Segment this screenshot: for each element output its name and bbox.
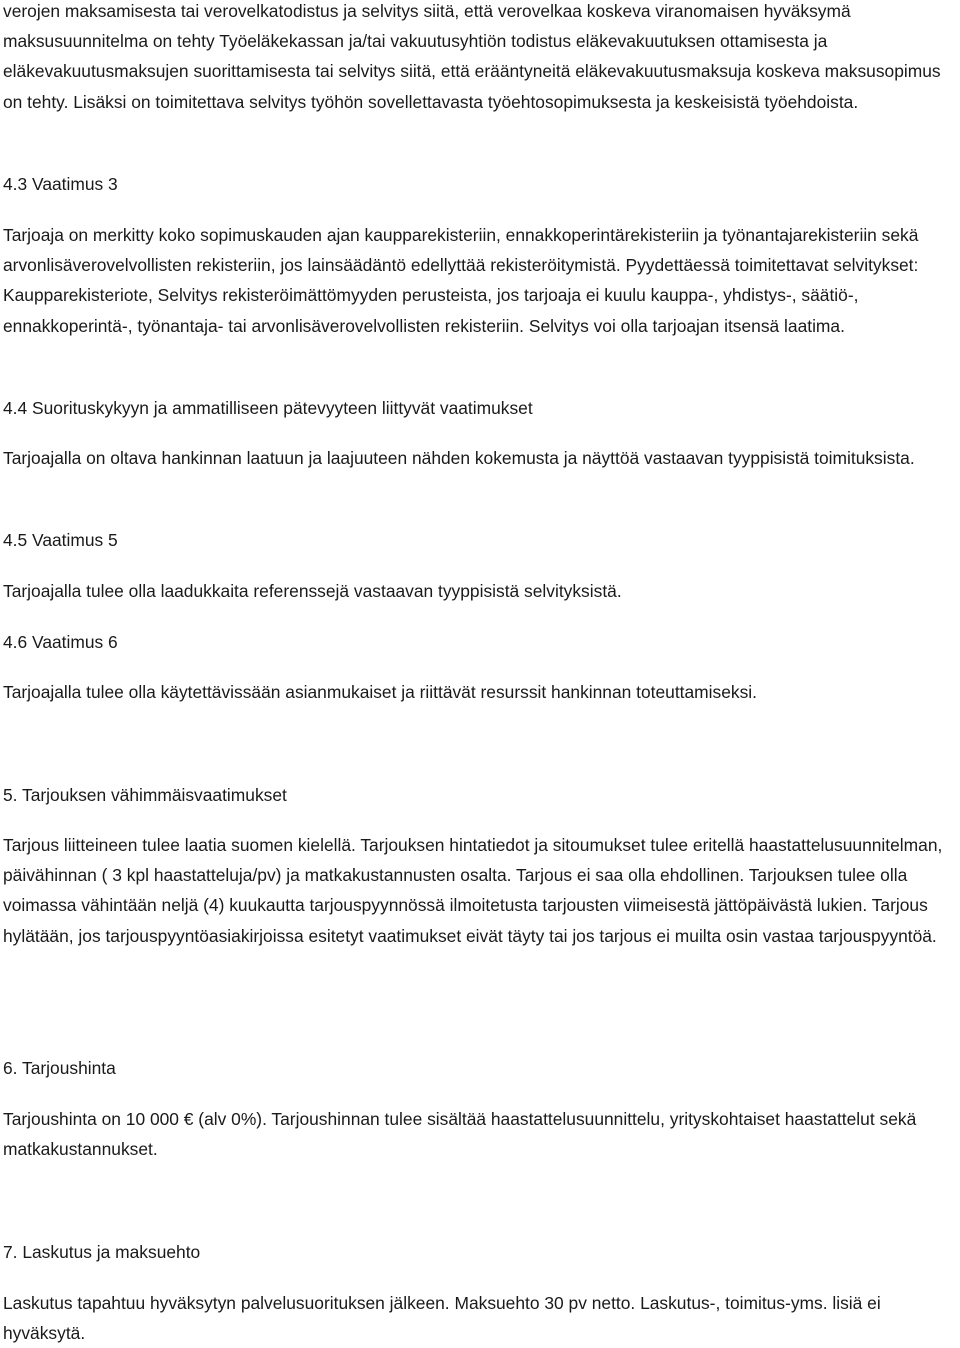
section-heading-4-6: 4.6 Vaatimus 6	[3, 632, 118, 652]
section-6	[3, 1053, 958, 1083]
section-body-7: Laskutus tapahtuu hyväksytyn palvelusuorituksen jälkeen. Maksuehto 30 pv netto. Laskutus-, toimitus-yms. lisiä ei hyväksytä.	[3, 1293, 881, 1344]
section-4-5-body-block	[3, 576, 958, 606]
section-4-4-body-block	[3, 443, 958, 473]
section-body-4-6: Tarjoajalla tulee olla käytettävissään asianmukaiset ja riittävät resurssit hankinnan toteuttamiseksi.	[3, 682, 757, 702]
section-heading-6: 6. Tarjoushinta	[3, 1058, 116, 1078]
section-4-6	[3, 627, 958, 657]
section-body-4-5: Tarjoajalla tulee olla laadukkaita referenssejä vastaavan tyyppisistä selvityksistä.	[3, 581, 622, 601]
section-heading-5: 5. Tarjouksen vähimmäisvaatimukset	[3, 785, 287, 805]
section-5	[3, 780, 958, 810]
section-7-body-block	[3, 1288, 958, 1348]
section-heading-4-4: 4.4 Suorituskykyyn ja ammatilliseen pätevyyteen liittyvät vaatimukset	[3, 398, 533, 418]
section-4-3-body-block	[3, 220, 958, 341]
section-body-6: Tarjoushinta on 10 000 € (alv 0%). Tarjoushinnan tulee sisältää haastattelusuunnittelu, yrityskohtaiset haastattelut sekä matkakustannukset.	[3, 1109, 917, 1160]
intro-paragraph: verojen maksamisesta tai verovelkatodistus ja selvitys siitä, että verovelkaa koskeva viranomaisen hyväksymä maksusuunnitelma on tehty Työeläkekassan ja/tai vakuutusyhtiön todistus eläkevakuutuksen ottamisesta ja eläkevakuutusmaksujen suorittamisesta tai selvitys siitä, että erääntyneitä eläkevakuutusmaksuja koskeva maksusopimus on tehty. Lisäksi on toimitettava selvitys työhön sovellettavasta työehtosopimuksesta ja keskeisistä työehdoista.	[3, 1, 941, 112]
section-4-3	[3, 169, 958, 199]
section-heading-4-5: 4.5 Vaatimus 5	[3, 530, 118, 550]
section-body-5: Tarjous liitteineen tulee laatia suomen kielellä. Tarjouksen hintatiedot ja sitoumukset tulee eritellä haastattelusuunnitelman, päivähinnan ( 3 kpl haastatteluja/pv) ja matkakustannusten osalta. Tarjous ei saa olla ehdollinen. Tarjouksen tulee olla voimassa vähintään neljä (4) kuukautta tarjouspyynnössä ilmoitetusta tarjousten viimeisestä jättöpäivästä lukien. Tarjous hylätään, jos tarjouspyyntöasiakirjoissa esitetyt vaatimukset eivät täyty tai jos tarjous ei muilta osin vastaa tarjouspyyntöä.	[3, 835, 943, 946]
section-heading-7: 7. Laskutus ja maksuehto	[3, 1242, 201, 1262]
section-body-4-4: Tarjoajalla on oltava hankinnan laatuun ja laajuuteen nähden kokemusta ja näyttöä vastaavan tyyppisistä toimituksista.	[3, 448, 915, 468]
section-body-4-3: Tarjoaja on merkitty koko sopimuskauden ajan kaupparekisteriin, ennakkoperintärekisteriin ja työnantajarekisteriin sekä arvonlisäverovelvollisten rekisteriin, jos lainsäädäntö edellyttää rekisteröitymistä. Pyydettäessä toimitettavat selvitykset: Kaupparekisteriote, Selvitys rekisteröimättömyyden perusteista, jos tarjoaja ei kuulu kauppa-, yhdistys-, säätiö-, ennakkoperintä-, työnantaja- tai arvonlisäverovelvollisten rekisteriin. Selvitys voi olla tarjoajan itsensä laatima.	[3, 225, 919, 336]
intro-block	[3, 0, 958, 117]
section-4-6-body-block	[3, 677, 958, 707]
section-7	[3, 1237, 958, 1267]
section-4-4	[3, 393, 958, 423]
section-4-5	[3, 525, 958, 555]
section-5-body-block	[3, 830, 958, 951]
section-heading-4-3: 4.3 Vaatimus 3	[3, 174, 118, 194]
section-6-body-block	[3, 1104, 958, 1164]
